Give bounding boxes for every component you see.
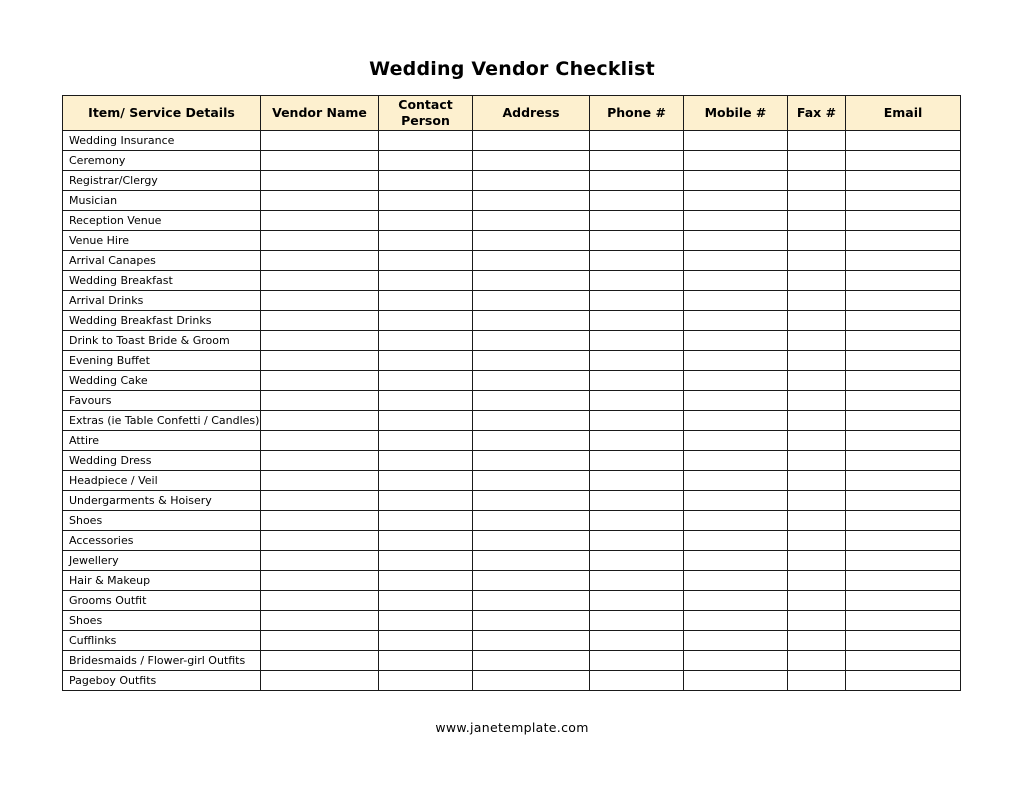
- blank-entry-cell[interactable]: [473, 631, 590, 651]
- table-row: [63, 171, 961, 191]
- header-address: Address: [473, 96, 590, 131]
- blank-entry-cell[interactable]: [684, 551, 788, 571]
- blank-entry-cell[interactable]: [590, 371, 684, 391]
- blank-entry-cell[interactable]: [379, 171, 473, 191]
- table-row: [63, 391, 961, 411]
- blank-entry-cell[interactable]: [684, 611, 788, 631]
- blank-entry-cell[interactable]: [590, 491, 684, 511]
- blank-entry-cell[interactable]: [590, 591, 684, 611]
- blank-entry-cell[interactable]: [590, 151, 684, 171]
- item-cell: Hair & Makeup: [63, 571, 261, 591]
- blank-entry-cell[interactable]: [261, 191, 379, 211]
- checklist-body: [63, 131, 961, 691]
- blank-entry-cell[interactable]: [261, 391, 379, 411]
- blank-entry-cell[interactable]: [684, 331, 788, 351]
- blank-entry-cell[interactable]: [684, 651, 788, 671]
- blank-entry-cell[interactable]: [788, 331, 846, 351]
- item-cell: Favours: [63, 391, 261, 411]
- blank-entry-cell[interactable]: [261, 611, 379, 631]
- blank-entry-cell[interactable]: [261, 531, 379, 551]
- blank-entry-cell[interactable]: [788, 491, 846, 511]
- item-cell: Cufflinks: [63, 631, 261, 651]
- header-item-service-details: Item/ Service Details: [63, 96, 261, 131]
- blank-entry-cell[interactable]: [846, 591, 961, 611]
- blank-entry-cell[interactable]: [684, 251, 788, 271]
- blank-entry-cell[interactable]: [473, 551, 590, 571]
- blank-entry-cell[interactable]: [473, 151, 590, 171]
- blank-entry-cell[interactable]: [590, 671, 684, 691]
- blank-entry-cell[interactable]: [473, 191, 590, 211]
- table-row: [63, 451, 961, 471]
- blank-entry-cell[interactable]: [473, 431, 590, 451]
- blank-entry-cell[interactable]: [261, 331, 379, 351]
- blank-entry-cell[interactable]: [261, 411, 379, 431]
- table-row: [63, 291, 961, 311]
- blank-entry-cell[interactable]: [590, 211, 684, 231]
- blank-entry-cell[interactable]: [788, 431, 846, 451]
- blank-entry-cell[interactable]: [684, 531, 788, 551]
- blank-entry-cell[interactable]: [846, 271, 961, 291]
- item-cell: Wedding Cake: [63, 371, 261, 391]
- blank-entry-cell[interactable]: [684, 571, 788, 591]
- blank-entry-cell[interactable]: [684, 631, 788, 651]
- blank-entry-cell[interactable]: [590, 271, 684, 291]
- blank-entry-cell[interactable]: [473, 531, 590, 551]
- item-cell: Undergarments & Hoisery: [63, 491, 261, 511]
- blank-entry-cell[interactable]: [846, 531, 961, 551]
- header-vendor-name: Vendor Name: [261, 96, 379, 131]
- blank-entry-cell[interactable]: [788, 571, 846, 591]
- blank-entry-cell[interactable]: [788, 291, 846, 311]
- table-row: [63, 151, 961, 171]
- blank-entry-cell[interactable]: [590, 231, 684, 251]
- blank-entry-cell[interactable]: [473, 391, 590, 411]
- blank-entry-cell[interactable]: [379, 131, 473, 151]
- blank-entry-cell[interactable]: [379, 211, 473, 231]
- blank-entry-cell[interactable]: [261, 231, 379, 251]
- blank-entry-cell[interactable]: [379, 631, 473, 651]
- blank-entry-cell[interactable]: [473, 311, 590, 331]
- table-row: [63, 551, 961, 571]
- blank-entry-cell[interactable]: [788, 651, 846, 671]
- item-cell: Bridesmaids / Flower-girl Outfits: [63, 651, 261, 671]
- blank-entry-cell[interactable]: [684, 151, 788, 171]
- blank-entry-cell[interactable]: [261, 471, 379, 491]
- table-row: [63, 611, 961, 631]
- blank-entry-cell[interactable]: [684, 511, 788, 531]
- blank-entry-cell[interactable]: [684, 311, 788, 331]
- blank-entry-cell[interactable]: [846, 551, 961, 571]
- blank-entry-cell[interactable]: [684, 391, 788, 411]
- blank-entry-cell[interactable]: [684, 211, 788, 231]
- blank-entry-cell[interactable]: [379, 531, 473, 551]
- blank-entry-cell[interactable]: [684, 291, 788, 311]
- blank-entry-cell[interactable]: [379, 271, 473, 291]
- blank-entry-cell[interactable]: [473, 231, 590, 251]
- blank-entry-cell[interactable]: [473, 651, 590, 671]
- item-cell: Ceremony: [63, 151, 261, 171]
- blank-entry-cell[interactable]: [846, 571, 961, 591]
- blank-entry-cell[interactable]: [473, 451, 590, 471]
- blank-entry-cell[interactable]: [788, 611, 846, 631]
- blank-entry-cell[interactable]: [379, 551, 473, 571]
- blank-entry-cell[interactable]: [846, 211, 961, 231]
- table-row: [63, 351, 961, 371]
- blank-entry-cell[interactable]: [473, 491, 590, 511]
- blank-entry-cell[interactable]: [473, 471, 590, 491]
- blank-entry-cell[interactable]: [261, 431, 379, 451]
- header-row: [63, 96, 961, 131]
- blank-entry-cell[interactable]: [473, 671, 590, 691]
- item-cell: Wedding Breakfast Drinks: [63, 311, 261, 331]
- table-row: [63, 631, 961, 651]
- item-cell: Registrar/Clergy: [63, 171, 261, 191]
- blank-entry-cell[interactable]: [788, 311, 846, 331]
- blank-entry-cell[interactable]: [590, 651, 684, 671]
- table-row: [63, 411, 961, 431]
- blank-entry-cell[interactable]: [590, 511, 684, 531]
- item-cell: Wedding Insurance: [63, 131, 261, 151]
- blank-entry-cell[interactable]: [379, 251, 473, 271]
- blank-entry-cell[interactable]: [846, 231, 961, 251]
- blank-entry-cell[interactable]: [846, 631, 961, 651]
- blank-entry-cell[interactable]: [590, 411, 684, 431]
- header-email: Email: [846, 96, 961, 131]
- blank-entry-cell[interactable]: [590, 551, 684, 571]
- item-cell: Pageboy Outfits: [63, 671, 261, 691]
- blank-entry-cell[interactable]: [590, 251, 684, 271]
- footer-website: www.janetemplate.com: [435, 720, 589, 735]
- blank-entry-cell[interactable]: [379, 491, 473, 511]
- blank-entry-cell[interactable]: [788, 171, 846, 191]
- item-cell: Arrival Canapes: [63, 251, 261, 271]
- blank-entry-cell[interactable]: [788, 271, 846, 291]
- blank-entry-cell[interactable]: [379, 411, 473, 431]
- blank-entry-cell[interactable]: [846, 251, 961, 271]
- item-cell: Drink to Toast Bride & Groom: [63, 331, 261, 351]
- blank-entry-cell[interactable]: [379, 651, 473, 671]
- table-row: [63, 531, 961, 551]
- blank-entry-cell[interactable]: [590, 531, 684, 551]
- blank-entry-cell[interactable]: [684, 451, 788, 471]
- document-title: Wedding Vendor Checklist: [369, 58, 655, 80]
- blank-entry-cell[interactable]: [684, 471, 788, 491]
- blank-entry-cell[interactable]: [684, 351, 788, 371]
- blank-entry-cell[interactable]: [379, 591, 473, 611]
- blank-entry-cell[interactable]: [379, 371, 473, 391]
- blank-entry-cell[interactable]: [473, 371, 590, 391]
- blank-entry-cell[interactable]: [684, 271, 788, 291]
- blank-entry-cell[interactable]: [590, 431, 684, 451]
- blank-entry-cell[interactable]: [473, 351, 590, 371]
- blank-entry-cell[interactable]: [846, 331, 961, 351]
- blank-entry-cell[interactable]: [846, 611, 961, 631]
- blank-entry-cell[interactable]: [261, 651, 379, 671]
- blank-entry-cell[interactable]: [846, 491, 961, 511]
- table-row: [63, 131, 961, 151]
- blank-entry-cell[interactable]: [379, 611, 473, 631]
- blank-entry-cell[interactable]: [684, 591, 788, 611]
- blank-entry-cell[interactable]: [684, 171, 788, 191]
- blank-entry-cell[interactable]: [684, 131, 788, 151]
- blank-entry-cell[interactable]: [846, 151, 961, 171]
- item-cell: Venue Hire: [63, 231, 261, 251]
- blank-entry-cell[interactable]: [379, 571, 473, 591]
- table-row: [63, 251, 961, 271]
- blank-entry-cell[interactable]: [788, 391, 846, 411]
- blank-entry-cell[interactable]: [590, 131, 684, 151]
- blank-entry-cell[interactable]: [590, 451, 684, 471]
- blank-entry-cell[interactable]: [788, 471, 846, 491]
- blank-entry-cell[interactable]: [846, 191, 961, 211]
- table-row: [63, 331, 961, 351]
- blank-entry-cell[interactable]: [590, 331, 684, 351]
- blank-entry-cell[interactable]: [590, 611, 684, 631]
- blank-entry-cell[interactable]: [261, 291, 379, 311]
- blank-entry-cell[interactable]: [379, 391, 473, 411]
- blank-entry-cell[interactable]: [261, 671, 379, 691]
- blank-entry-cell[interactable]: [473, 331, 590, 351]
- item-cell: Headpiece / Veil: [63, 471, 261, 491]
- item-cell: Wedding Breakfast: [63, 271, 261, 291]
- table-row: [63, 371, 961, 391]
- vendor-checklist-table: [62, 95, 961, 691]
- blank-entry-cell[interactable]: [261, 211, 379, 231]
- blank-entry-cell[interactable]: [846, 351, 961, 371]
- blank-entry-cell[interactable]: [379, 291, 473, 311]
- table-row: [63, 431, 961, 451]
- blank-entry-cell[interactable]: [261, 271, 379, 291]
- blank-entry-cell[interactable]: [473, 271, 590, 291]
- item-cell: Arrival Drinks: [63, 291, 261, 311]
- blank-entry-cell[interactable]: [379, 311, 473, 331]
- blank-entry-cell[interactable]: [261, 251, 379, 271]
- blank-entry-cell[interactable]: [261, 351, 379, 371]
- blank-entry-cell[interactable]: [788, 131, 846, 151]
- blank-entry-cell[interactable]: [261, 551, 379, 571]
- blank-entry-cell[interactable]: [846, 371, 961, 391]
- blank-entry-cell[interactable]: [379, 231, 473, 251]
- item-cell: Jewellery: [63, 551, 261, 571]
- blank-entry-cell[interactable]: [788, 511, 846, 531]
- blank-entry-cell[interactable]: [261, 571, 379, 591]
- item-cell: Accessories: [63, 531, 261, 551]
- table-row: [63, 231, 961, 251]
- blank-entry-cell[interactable]: [846, 291, 961, 311]
- blank-entry-cell[interactable]: [788, 451, 846, 471]
- table-row: [63, 571, 961, 591]
- blank-entry-cell[interactable]: [846, 511, 961, 531]
- blank-entry-cell[interactable]: [590, 351, 684, 371]
- blank-entry-cell[interactable]: [261, 131, 379, 151]
- item-cell: Shoes: [63, 611, 261, 631]
- blank-entry-cell[interactable]: [473, 131, 590, 151]
- item-cell: Wedding Dress: [63, 451, 261, 471]
- blank-entry-cell[interactable]: [590, 191, 684, 211]
- blank-entry-cell[interactable]: [261, 631, 379, 651]
- blank-entry-cell[interactable]: [473, 591, 590, 611]
- blank-entry-cell[interactable]: [261, 171, 379, 191]
- blank-entry-cell[interactable]: [379, 151, 473, 171]
- blank-entry-cell[interactable]: [473, 291, 590, 311]
- blank-entry-cell[interactable]: [473, 251, 590, 271]
- table-row: [63, 511, 961, 531]
- blank-entry-cell[interactable]: [379, 191, 473, 211]
- blank-entry-cell[interactable]: [788, 531, 846, 551]
- table-row: [63, 191, 961, 211]
- blank-entry-cell[interactable]: [379, 331, 473, 351]
- blank-entry-cell[interactable]: [788, 671, 846, 691]
- blank-entry-cell[interactable]: [788, 591, 846, 611]
- blank-entry-cell[interactable]: [379, 471, 473, 491]
- table-row: [63, 271, 961, 291]
- table-row: [63, 671, 961, 691]
- blank-entry-cell[interactable]: [379, 511, 473, 531]
- blank-entry-cell[interactable]: [379, 671, 473, 691]
- blank-entry-cell[interactable]: [684, 231, 788, 251]
- blank-entry-cell[interactable]: [590, 571, 684, 591]
- table-row: [63, 471, 961, 491]
- blank-entry-cell[interactable]: [473, 211, 590, 231]
- blank-entry-cell[interactable]: [473, 511, 590, 531]
- blank-entry-cell[interactable]: [846, 411, 961, 431]
- item-cell: Musician: [63, 191, 261, 211]
- blank-entry-cell[interactable]: [788, 411, 846, 431]
- blank-entry-cell[interactable]: [788, 551, 846, 571]
- blank-entry-cell[interactable]: [590, 391, 684, 411]
- blank-entry-cell[interactable]: [473, 571, 590, 591]
- blank-entry-cell[interactable]: [684, 671, 788, 691]
- blank-entry-cell[interactable]: [846, 471, 961, 491]
- blank-entry-cell[interactable]: [261, 451, 379, 471]
- blank-entry-cell[interactable]: [261, 371, 379, 391]
- blank-entry-cell[interactable]: [379, 431, 473, 451]
- blank-entry-cell[interactable]: [261, 151, 379, 171]
- item-cell: Evening Buffet: [63, 351, 261, 371]
- blank-entry-cell[interactable]: [684, 491, 788, 511]
- blank-entry-cell[interactable]: [788, 371, 846, 391]
- blank-entry-cell[interactable]: [473, 411, 590, 431]
- blank-entry-cell[interactable]: [590, 471, 684, 491]
- header-phone: Phone #: [590, 96, 684, 131]
- item-cell: Reception Venue: [63, 211, 261, 231]
- blank-entry-cell[interactable]: [684, 191, 788, 211]
- blank-entry-cell[interactable]: [684, 431, 788, 451]
- blank-entry-cell[interactable]: [684, 371, 788, 391]
- item-cell: Extras (ie Table Confetti / Candles): [63, 411, 261, 431]
- table-row: [63, 591, 961, 611]
- header-contact-person: Contact Person: [379, 96, 473, 131]
- blank-entry-cell[interactable]: [379, 351, 473, 371]
- blank-entry-cell[interactable]: [261, 511, 379, 531]
- blank-entry-cell[interactable]: [788, 191, 846, 211]
- table-row: [63, 651, 961, 671]
- blank-entry-cell[interactable]: [788, 351, 846, 371]
- blank-entry-cell[interactable]: [473, 611, 590, 631]
- blank-entry-cell[interactable]: [846, 391, 961, 411]
- blank-entry-cell[interactable]: [846, 311, 961, 331]
- blank-entry-cell[interactable]: [379, 451, 473, 471]
- blank-entry-cell[interactable]: [788, 631, 846, 651]
- blank-entry-cell[interactable]: [788, 151, 846, 171]
- blank-entry-cell[interactable]: [846, 171, 961, 191]
- blank-entry-cell[interactable]: [788, 211, 846, 231]
- blank-entry-cell[interactable]: [846, 131, 961, 151]
- table-row: [63, 491, 961, 511]
- blank-entry-cell[interactable]: [788, 231, 846, 251]
- item-cell: Attire: [63, 431, 261, 451]
- table-row: [63, 211, 961, 231]
- blank-entry-cell[interactable]: [590, 631, 684, 651]
- blank-entry-cell[interactable]: [590, 311, 684, 331]
- item-cell: Grooms Outfit: [63, 591, 261, 611]
- blank-entry-cell[interactable]: [473, 171, 590, 191]
- blank-entry-cell[interactable]: [846, 671, 961, 691]
- item-cell: Shoes: [63, 511, 261, 531]
- blank-entry-cell[interactable]: [846, 651, 961, 671]
- blank-entry-cell[interactable]: [261, 591, 379, 611]
- table-row: [63, 311, 961, 331]
- header-fax: Fax #: [788, 96, 846, 131]
- blank-entry-cell[interactable]: [788, 251, 846, 271]
- blank-entry-cell[interactable]: [590, 171, 684, 191]
- blank-entry-cell[interactable]: [261, 311, 379, 331]
- header-mobile: Mobile #: [684, 96, 788, 131]
- blank-entry-cell[interactable]: [846, 451, 961, 471]
- blank-entry-cell[interactable]: [684, 411, 788, 431]
- blank-entry-cell[interactable]: [261, 491, 379, 511]
- blank-entry-cell[interactable]: [846, 431, 961, 451]
- blank-entry-cell[interactable]: [590, 291, 684, 311]
